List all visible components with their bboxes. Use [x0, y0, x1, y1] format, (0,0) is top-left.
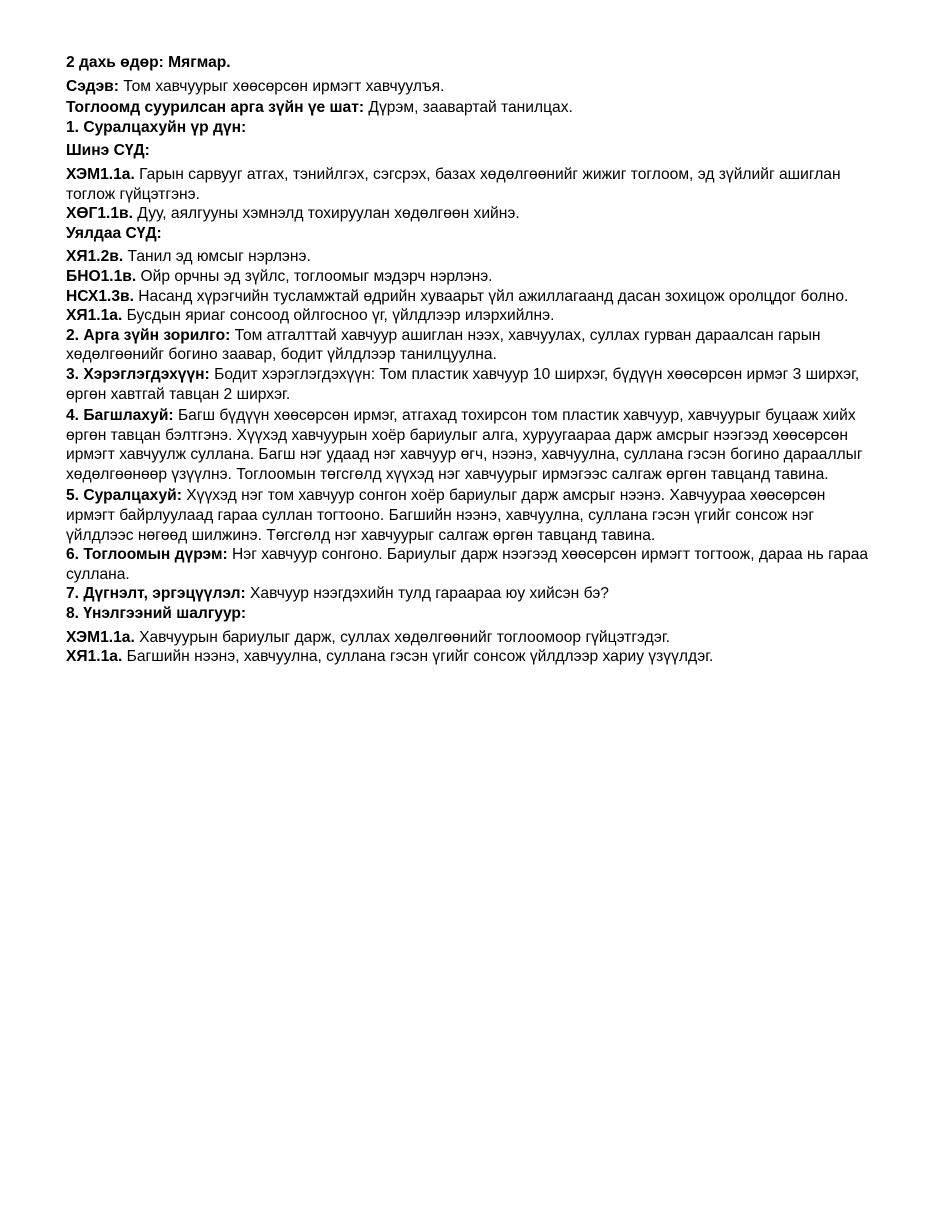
section7-label: 7. Дүгнэлт, эргэцүүлэл:	[66, 585, 246, 603]
criteria-item	[66, 628, 871, 648]
outcome-text: Гарын сарвууг атгах, тэнийлгэх, сэгсрэх, базах хөдөлгөөнийг жижиг тоглоом, эд зүйлийг ашиглан тоглож гүйцэтгэнэ.	[66, 165, 841, 203]
outcome-code: НСХ1.3в.	[66, 287, 134, 305]
outcome-text: Насанд хүрэгчийн тусламжтай өдрийн хуваарьт үйл ажиллагаанд дасан зохицож оролцдог болно.	[133, 287, 849, 305]
related-outcome-item	[66, 267, 871, 287]
outcome-code: БНО1.1в.	[66, 267, 137, 285]
outcome-text: Дуу, аялгууны хэмнэлд тохируулан хөдөлгөөн хийнэ.	[132, 205, 520, 223]
section4-label: 4. Багшлахуй:	[66, 407, 174, 425]
game-stage-line	[66, 98, 871, 118]
new-outcome-item	[66, 165, 871, 204]
section2-paragraph	[66, 326, 871, 365]
section7-paragraph	[66, 584, 871, 604]
new-outcome-item	[66, 204, 871, 224]
section3-label: 3. Хэрэглэгдэхүүн:	[66, 365, 210, 383]
outcome-code: ХЯ1.1а.	[66, 307, 123, 325]
section4-text: Багш бүдүүн хөөсөрсөн ирмэг, атгахад тохирсон том пластик хавчуур, хавчуурыг буцааж хийх өргөн тавцан бэлтгэнэ. Хүүхэд хавчуурын хоёр бариулыг алга, хуруугаараа дарж амсрыг нээгээд хөөсөрсөн ирмэгт хавчуулж суллана. Багш нэг удаад нэг хавчуур өгч, нээнэ, хавчуулна, суллана гэсэн богино дарааллыг хөдөлгөөнөөр үзүүлнэ. Тоглоомын төгсгөлд хүүхэд нэг хавчуурыг ирмэгээс салгаж өргөн тавцанд тавина.	[66, 407, 863, 483]
section4-paragraph	[66, 406, 871, 484]
related-outcomes-label-text: Уялдаа СҮД:	[66, 224, 162, 242]
related-outcomes-label	[66, 224, 871, 244]
section7-text: Хавчуур нээгдэхийн тулд гараараа юу хийсэн бэ?	[245, 585, 609, 603]
criteria-text: Багшийн нээнэ, хавчуулна, суллана гэсэн үгийг сонсож үйлдлээр хариу үзүүлдэг.	[122, 648, 714, 666]
section6-text: Нэг хавчуур сонгоно. Бариулыг дарж нээгээд хөөсөрсөн ирмэгт тогтоож, дараа нь гараа суллана.	[66, 546, 869, 583]
criteria-code: ХЭМ1.1а.	[66, 628, 135, 646]
section5-paragraph	[66, 486, 871, 545]
related-outcome-item	[66, 287, 871, 307]
related-outcome-item	[66, 306, 871, 326]
section6-paragraph	[66, 545, 871, 584]
section8-heading	[66, 604, 871, 624]
outcome-code: ХЯ1.2в.	[66, 248, 124, 266]
topic-text: Том хавчуурыг хөөсөрсөн ирмэгт хавчуулъя.	[118, 77, 445, 95]
section3-text: Бодит хэрэглэгдэхүүн: Том пластик хавчуур 10 ширхэг, бүдүүн хөөсөрсөн ирмэг 3 ширхэг, өргөн хавтгай тавцан 2 ширхэг.	[66, 365, 860, 403]
section6-label: 6. Тоглоомын дүрэм:	[66, 546, 228, 564]
section5-label: 5. Суралцахуй:	[66, 487, 182, 505]
new-outcomes-label	[66, 141, 871, 161]
section1-heading-text: 1. Суралцахуйн үр дүн:	[66, 118, 247, 136]
section2-label: 2. Арга зүйн зорилго:	[66, 326, 231, 344]
topic-label: Сэдэв:	[66, 77, 119, 95]
section1-heading	[66, 118, 871, 138]
criteria-item	[66, 647, 871, 667]
related-outcome-item	[66, 247, 871, 267]
section5-text: Хүүхэд нэг том хавчуур сонгон хоёр бариулыг дарж амсрыг нээнэ. Хавчуураа хөөсөрсөн ирмэгт байрлуулаад гараа суллан тогтооно. Багшийн нээнэ, хавчуулна, суллана гэсэн үгийг сонсож нэг үйлдлээс нөгөөд шилжинэ. Төгсгөлд нэг хавчуурыг салгаж өргөн тавцанд тавина.	[66, 487, 826, 544]
section8-heading-text: 8. Үнэлгээний шалгуур:	[66, 605, 247, 623]
criteria-code: ХЯ1.1а.	[66, 648, 123, 666]
outcome-text: Бусдын яриаг сонсоод ойлгосноо үг, үйлдлээр илэрхийлнэ.	[122, 307, 555, 325]
criteria-text: Хавчуурын бариулыг дарж, суллах хөдөлгөөнийг тоглоомоор гүйцэтгэдэг.	[134, 628, 670, 646]
day-title-text: 2 дахь өдөр: Мягмар.	[66, 54, 231, 71]
outcome-text: Танил эд юмсыг нэрлэнэ.	[123, 248, 311, 266]
outcome-text: Ойр орчны эд зүйлс, тоглоомыг мэдэрч нэрлэнэ.	[136, 267, 493, 285]
outcome-code: ХӨГ1.1в.	[66, 205, 133, 223]
topic-line	[66, 77, 871, 97]
section2-text: Том атгалттай хавчуур ашиглан нээх, хавчуулах, суллах гурван дараалсан гарын хөдөлгөөнийг богино заавар, бодит үйлдлээр танилцуулна.	[66, 326, 821, 364]
lesson-plan-document	[66, 53, 871, 667]
outcome-code: ХЭМ1.1а.	[66, 165, 135, 183]
game-stage-label: Тоглоомд суурилсан арга зүйн үе шат:	[66, 99, 365, 117]
day-title	[66, 53, 871, 73]
section3-paragraph	[66, 365, 871, 404]
game-stage-text: Дүрэм, заавартай танилцах.	[364, 99, 573, 117]
new-outcomes-label-text: Шинэ СҮД:	[66, 142, 150, 160]
